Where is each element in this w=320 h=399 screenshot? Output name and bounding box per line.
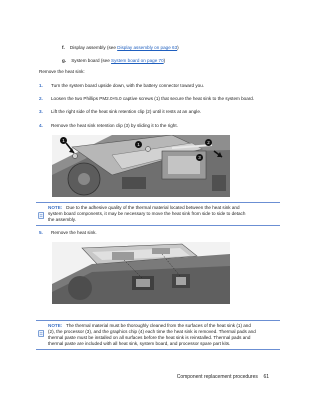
note2-line-3: thermal paste must be installed on all surfaces before the heat sink is reinstalled. Thermal pads and [48, 335, 251, 340]
note-icon [38, 206, 45, 224]
step-2 [39, 96, 255, 102]
step-text: Turn the system board upside down, with the battery connector toward you. [51, 83, 205, 88]
note-label: NOTE: [48, 323, 63, 328]
note1-line-2: system board components, it may be necessary to move the heat sink from side to side to detach [48, 211, 246, 216]
step-1 [39, 83, 205, 89]
intro-text: Remove the heat sink: [39, 69, 85, 74]
note2-rule-bottom [36, 349, 280, 350]
prereq-letter: f. [62, 45, 65, 50]
step-number: 2. [39, 96, 43, 101]
callout-1-right: 1 [135, 141, 142, 148]
step-text: Lift the right side of the heat sink retention clip (2) until it rests at an angle. [51, 109, 202, 114]
prereq-item-g [62, 58, 165, 64]
prereq-text-end: ) [163, 58, 166, 63]
callout-3: 3 [196, 154, 203, 161]
step-text: Remove the heat sink retention clip (3) by sliding it to the right. [51, 123, 178, 128]
note-text: Due to the adhesive quality of the thermal material located between the heat sink and [66, 205, 240, 210]
note-label: NOTE: [48, 205, 63, 210]
step-3 [39, 109, 202, 115]
step-text: Remove the heat sink. [51, 230, 97, 235]
note2-line-4: thermal paste are included with all heat sink, system board, and processor spare part kits. [48, 341, 231, 346]
prereq-item-f [62, 45, 179, 51]
system-board-link[interactable]: System board on page 70 [111, 58, 164, 63]
note-text: The thermal material must be thoroughly cleaned from the surfaces of the heat sink (1) and [66, 323, 251, 328]
step-5 [39, 230, 97, 236]
step-text: Loosen the two Phillips PM2.0×5.0 captive screws (1) that secure the heat sink to the system board. [51, 96, 255, 101]
callout-2: 2 [205, 139, 212, 146]
prereq-text: Display assembly (see [69, 45, 118, 50]
callout-1-left: 1 [60, 137, 67, 144]
footer-title: Component replacement procedures [176, 374, 258, 380]
note2-line-2: (2), the processor (3), and the graphics chip (4) each time the heat sink is removed. Thermal pads and [48, 329, 256, 334]
prereq-text: System board (see [71, 58, 112, 63]
note-rule-top [36, 202, 280, 203]
heat-sink-photo [52, 135, 230, 197]
step-number: 4. [39, 123, 43, 128]
step-number: 3. [39, 109, 43, 114]
note-rule-bottom [36, 225, 280, 226]
heat-sink-removed-photo [52, 242, 230, 304]
step-4 [39, 123, 178, 129]
note2-rule-top [36, 320, 280, 321]
step-number: 1. [39, 83, 43, 88]
display-assembly-link[interactable]: Display assembly on page 63 [117, 45, 178, 50]
note1-line-3: the assembly. [48, 217, 76, 222]
step-number: 5. [39, 230, 43, 235]
prereq-letter: g. [62, 58, 67, 63]
note-icon [38, 324, 45, 342]
prereq-text-end: ) [177, 45, 179, 50]
page-number: 61 [263, 374, 269, 380]
page-footer [177, 374, 269, 380]
